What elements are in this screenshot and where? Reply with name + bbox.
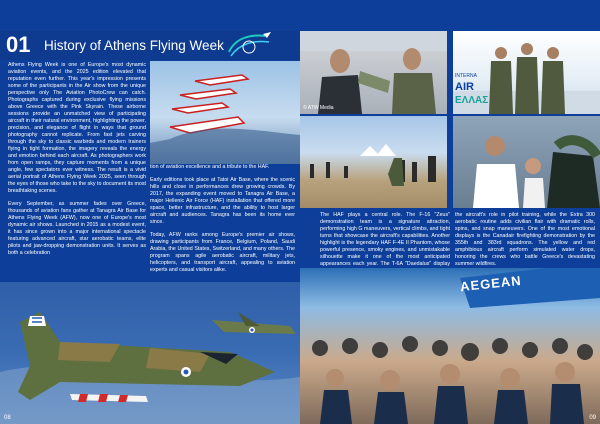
camouflage-jets-photo [0,282,300,424]
aegean-banner: AEGEAN [459,272,523,295]
family-photo [453,116,600,208]
intro-paragraph: Athens Flying Week is one of Europe's most dynamic aviation events, and the 2025 edition elevated that reputation even further. This year's impression presents some of the participants in the Air show from the unique perspective only The Aviation PhotoCrew can catch. Photographs captured during exclusive flying missions above Greece with the Pink Skyrain. These airborne sessions provide an unmatched view of participating aircraft in their natural environment, highlighting the power, precision, and elegance of flight in ways that ground photography cannot replicate. From fast jets carving through the sky to classic warbirds and modern trainers flying in tight formation, the imagery reveals the energy and emotion behind each aircraft. As photographers work from open ramps, they capture moments from a unique angle, few spectators ever witness. The result is a vivid aerial portrait of Athens Flying Week 2025, seen through the eyes of those who take to the sky to document its most breathtaking scenes. [8,62,146,194]
flying-week-logo-icon [225,30,273,60]
display-sign-intl: INTERNA [455,73,477,79]
left-page-number: 08 [4,415,11,421]
left-column-2 [150,164,295,280]
right-page [300,0,600,424]
aerobatics-paragraph: the aircraft's role in pilot training, while the Extra 300 aerobatic routine adds civilian flair with dramatic rolls, spins, and snap maneuvers. One of the most emotional displays is the Canadair firefighting demonstration by the 355th and 383rd squadrons. The yellow and red amphibious aircraft perform simulated water drops, honoring the crews who battle Greece's devastating summer wildfires. [455,212,595,267]
crowd-tents-photo [300,116,447,208]
page-title: History of Athens Flying Week [44,38,224,53]
display-sign-greek: ΕΛΛΑΣ [455,95,489,106]
left-column-1 [8,62,146,263]
haf-paragraph: The HAF plays a central role. The F-16 "Zeus" demonstration team is a signature attraction, performing high G maneuvers, vertical climbs, and tight turns that showcase the aircraft's capabilities. Another highlight is the legendary HAF F-4E II Phantom, whose powerful presence, smoky engines, and unmistakable silhouette make it one of the most anticipated appearances each year. The T-6A "Daedalus" display [320,212,450,267]
pilots-photo [300,31,447,114]
section-number: 01 [6,32,31,57]
venue-paragraph: Early editions took place at Tatoi Air Base, where the scenic hills and close in performances drew growing crowds. By 2017, the expanding event moved to Tanagra Air Base, a major Hellenic Air Force (HAF) installation that offered more space, better infrastructure, and the ability to host larger aircraft and audiences. Tanagra has been its home ever since. [150,177,295,225]
photo-credit: © ATW Media [303,105,334,111]
today-paragraph: Today, AFW ranks among Europe's premier air shows, drawing participants from France, Belgium, Poland, Saudi Arabia, the United States, Switzerland, and many others. The program spans agile aerobatic aircraft, military jets, helicopters, and transport aircraft, appealing to aviation experts and casual visitors alike. [150,232,295,273]
right-page-number: 09 [589,415,596,421]
history-paragraph: Every September, as summer fades over Greece, thousands of aviation fans gather at Tanagra Air Base for Athens Flying Week (AFW), now one of Europe's most dynamic air shows. Launched in 2015 as a modest event, it has since grown into a major international spectacle featuring advanced aircraft, star aerobatic teams, elite pilots and jaw-dropping demonstration units. It serves as both a celebration [8,201,146,256]
caption-continuation: tion of aviation excellence and a tribute to the HAF. [150,164,270,170]
right-column-2 [455,212,595,274]
spectators-photo [300,268,600,424]
aerobatic-team-photo [150,61,300,164]
display-sign-air: AIR [455,81,474,93]
award-ceremony-photo [453,31,600,114]
